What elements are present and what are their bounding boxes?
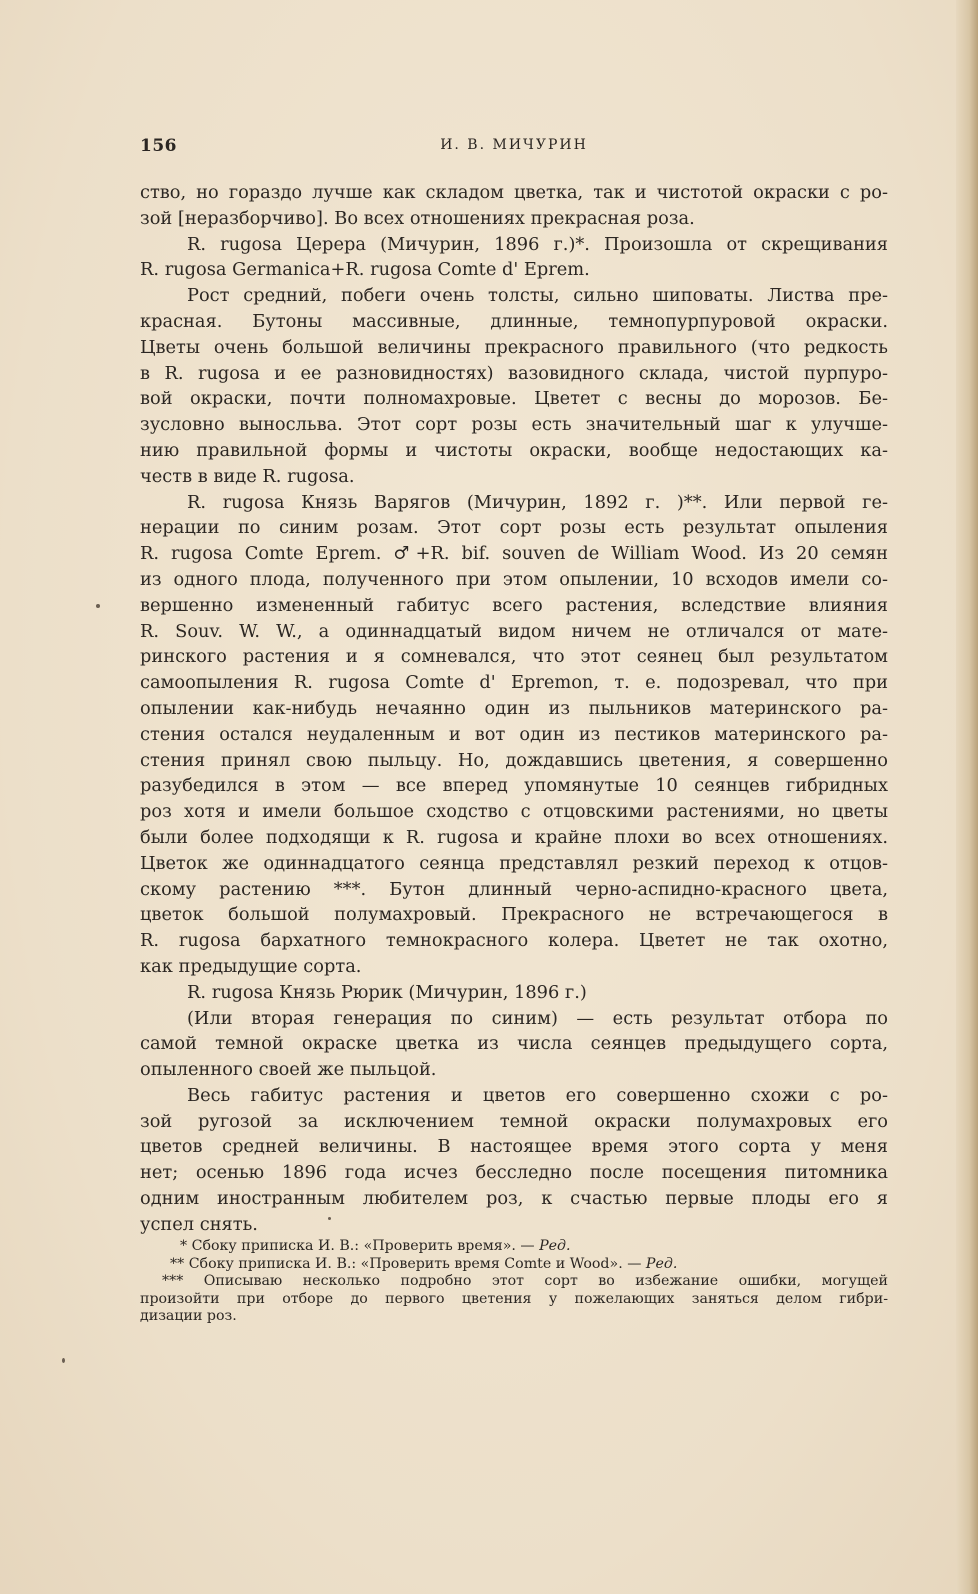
text-line: скому растению ***. Бутон длинный черно-аспидно-красного цвета, — [140, 878, 888, 900]
text-line: самоопыления R. rugosa Comte d' Epremon, т. е. подозревал, что при — [140, 672, 888, 694]
text-line: из одного плода, полученного при этом опылении, 10 всходов имели со- — [140, 568, 888, 590]
text-line: самой темной окраске цветка из числа сеянцев предыдущего сорта, — [140, 1033, 888, 1055]
text-line: R. rugosa Церера (Мичурин, 1896 г.)*. Произошла от скрещивания — [187, 233, 888, 255]
text-line: нерации по синим розам. Этот сорт розы есть результат опыления — [140, 517, 888, 539]
text-line: ство, но гораздо лучше как складом цветка, так и чистотой окраски с ро- — [140, 182, 888, 203]
footnote-1 — [140, 1238, 888, 1256]
text-line: (Или вторая генерация по синим) — есть результат отбора по — [187, 1007, 888, 1029]
text-line: зой ругозой за исключением темной окраски полумахровых его — [140, 1110, 888, 1132]
page-number: 156 — [140, 136, 177, 156]
text-line: Весь габитус растения и цветов его совершенно схожи с ро- — [187, 1084, 888, 1106]
text-line: опыленного своей же пыльцой. — [140, 1059, 437, 1081]
footnote-2 — [140, 1256, 888, 1274]
text-line: разубедился в этом — все вперед упомянутые 10 сеянцев гибридных — [140, 775, 888, 797]
paper-speck — [62, 1358, 65, 1363]
text-line: R. rugosa Князь Рюрик (Мичурин, 1896 г.) — [187, 981, 587, 1003]
footnote-3-line: дизации роз. — [140, 1308, 237, 1324]
text-line: R. Souv. W. W., а одиннадцатый видом ничем не отличался от мате- — [140, 620, 888, 642]
text-line: вершенно измененный габитус всего растения, вследствие влияния — [140, 594, 888, 616]
text-line: вой окраски, почти полномахровые. Цветет с весны до морозов. Бе- — [140, 388, 888, 410]
text-line: зой [неразборчиво]. Во всех отношениях прекрасная роза. — [140, 207, 695, 229]
text-line: в R. rugosa и ее разновидностях) вазовидного склада, чистой пурпуро- — [140, 362, 888, 384]
text-line: стения принял свою пыльцу. Но, дождавшись цветения, я совершенно — [140, 749, 888, 771]
text-line: цветов средней величины. В настоящее время этого сорта у меня — [140, 1136, 888, 1158]
text-line: R. rugosa Князь Варягов (Мичурин, 1892 г. )**. Или первой ге- — [187, 491, 888, 513]
text-line: нет; осенью 1896 года исчез бесследно после посещения питомника — [140, 1162, 888, 1184]
footnote-1-text: * Сбоку приписка И. В.: «Проверить время». — — [180, 1238, 540, 1254]
text-line: красная. Бутоны массивные, длинные, темнопурпуровой окраски. — [140, 310, 888, 332]
text-line: цветок большой полумахровый. Прекрасного не встречающегося в — [140, 904, 888, 926]
text-line: Цветок же одиннадцатого сеянца представлял резкий переход к отцов- — [140, 852, 888, 874]
text-line: ринского растения и я сомневался, что этот сеянец был результатом — [140, 646, 888, 668]
text-line: были более подходящи к R. rugosa и крайне плохи во всех отношениях. — [140, 826, 888, 848]
footnotes — [140, 1238, 888, 1326]
text-line: как предыдущие сорта. — [140, 955, 362, 977]
text-line: R. rugosa бархатного темнокрасного колера. Цветет не так охотно, — [140, 930, 888, 952]
text-line: опылении как-нибудь нечаянно один из пыльников материнского ра- — [140, 697, 888, 719]
text-line: стения остался неудаленным и вот один из пестиков материнского ра- — [140, 723, 888, 745]
text-line: R. rugosa Germanica+R. rugosa Comte d' Eprem. — [140, 259, 590, 281]
page-edge-shadow — [956, 0, 978, 1594]
page-header — [140, 136, 888, 158]
text-line: R. rugosa Comte Eprem. ♂+R. bif. souven de William Wood. Из 20 семян — [140, 543, 888, 565]
paper-speck — [328, 1217, 331, 1220]
footnote-3-line: произойти при отборе до первого цветения у пожелающих заняться делом гибри- — [140, 1290, 888, 1307]
footnote-3-line: *** Описываю несколько подробно этот сорт во избежание ошибки, могущей — [162, 1273, 888, 1289]
editor-mark: Ред. — [539, 1238, 571, 1254]
editor-mark: Ред. — [645, 1255, 678, 1272]
text-line: нию правильной формы и чистоты окраски, вообще недостающих ка- — [140, 439, 888, 461]
running-title: И. В. МИЧУРИН — [440, 137, 588, 153]
text-line: Рост средний, побеги очень толсты, сильно шиповаты. Листва пре- — [187, 285, 888, 307]
text-line: честв в виде R. rugosa. — [140, 465, 355, 487]
text-line: успел снять. — [140, 1213, 258, 1235]
paper-speck — [96, 604, 100, 608]
footnote-2-text: ** Сбоку приписка И. В.: «Проверить время Comte и Wood». — — [170, 1255, 646, 1272]
text-line: Цветы очень большой величины прекрасного правильного (что редкость — [140, 336, 888, 358]
text-line: одним иностранным любителем роз, к счастью первые плоды его я — [140, 1188, 888, 1210]
main-text — [140, 180, 888, 1238]
text-line: роз хотя и имели большое сходство с отцовскими растениями, но цветы — [140, 801, 888, 823]
text-line: зусловно выносльва. Этот сорт розы есть значительный шаг к улучше- — [140, 414, 888, 436]
